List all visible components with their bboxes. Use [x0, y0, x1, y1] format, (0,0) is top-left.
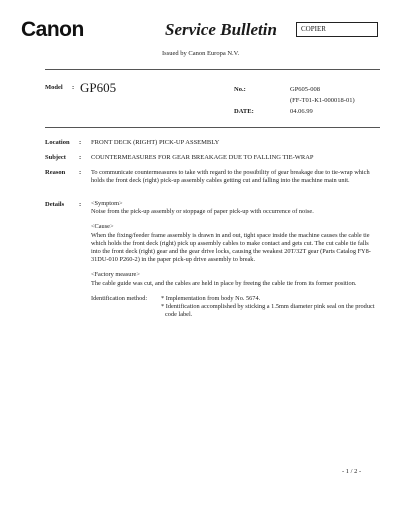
- date-value: 04.06.99: [290, 108, 313, 115]
- symptoms-heading: <Symptom>: [91, 200, 123, 207]
- model-value: GP605: [80, 80, 117, 95]
- identification-item: * Implementation from body No. 5674.: [161, 294, 261, 302]
- reason-colon: :: [79, 169, 82, 176]
- model-colon: :: [72, 84, 75, 91]
- date-label: DATE:: [234, 108, 254, 115]
- divider-top: [45, 69, 380, 70]
- location-value: FRONT DECK (RIGHT) PICK-UP ASSEMBLY: [91, 139, 220, 146]
- document-title: Service Bulletin: [165, 20, 277, 39]
- reason-label: Reason: [45, 169, 66, 176]
- page-number: - 1 / 2 -: [342, 468, 362, 475]
- category-box: COPIER: [296, 22, 378, 37]
- subject-colon: :: [79, 154, 82, 161]
- location-label: Location: [45, 139, 70, 146]
- identification-label: Identification method:: [91, 294, 148, 302]
- identification-row: [91, 295, 376, 320]
- identification-item: * Identification accomplished by sticking a 1.5mm diameter pink seal on the product code label.: [161, 303, 375, 319]
- details-body: [91, 200, 376, 319]
- subject-value: COUNTERMEASURES FOR GEAR BREAKAGE DUE TO FALLING TIE-WRAP: [91, 154, 314, 161]
- identification-list: [161, 295, 376, 320]
- cause-text: When the fixing/feeder frame assembly is drawn in and out, tight space inside the machine causes the cable tie which holds the front deck (right) pick up assembly cables to make contact and gets cut. The cut cable tie falls into the front deck (right) gear and the gear drive locks, causing the weakest 20T/32T gear (Parts Catalog FY8-31DU-010 P260-2) in the paper pick-up drive assembly to break.: [91, 231, 371, 264]
- bulletin-ref-value: (FF-T01-K1-000018-01): [290, 97, 355, 104]
- issued-by: Issued by Canon Europa N.V.: [162, 50, 240, 57]
- subject-label: Subject: [45, 154, 66, 161]
- reason-value: To communicate countermeasures to take with regard to the possibility of gear breakage due to tie-wrap which holds the front deck (right) pick-up assembly cables getting cut and falling into the machine main unit.: [91, 169, 370, 185]
- model-label: Model: [45, 84, 63, 91]
- factory-measure-heading: <Factory measure>: [91, 271, 140, 279]
- bulletin-no-label: No.:: [234, 86, 246, 93]
- location-colon: :: [79, 139, 82, 146]
- cause-heading: <Cause>: [91, 223, 114, 231]
- details-colon: :: [79, 201, 82, 208]
- divider-mid: [45, 127, 380, 128]
- factory-measure-text: The cable guide was cut, and the cables are held in place by freeing the cable tie from its former position.: [91, 279, 357, 287]
- bulletin-no-value: GP605-008: [290, 86, 320, 93]
- details-label: Details: [45, 201, 65, 208]
- symptoms-text: Noise from the pick-up assembly or stoppage of paper pick-up with occurrence of noise.: [91, 208, 314, 216]
- canon-logo: Canon: [21, 18, 84, 41]
